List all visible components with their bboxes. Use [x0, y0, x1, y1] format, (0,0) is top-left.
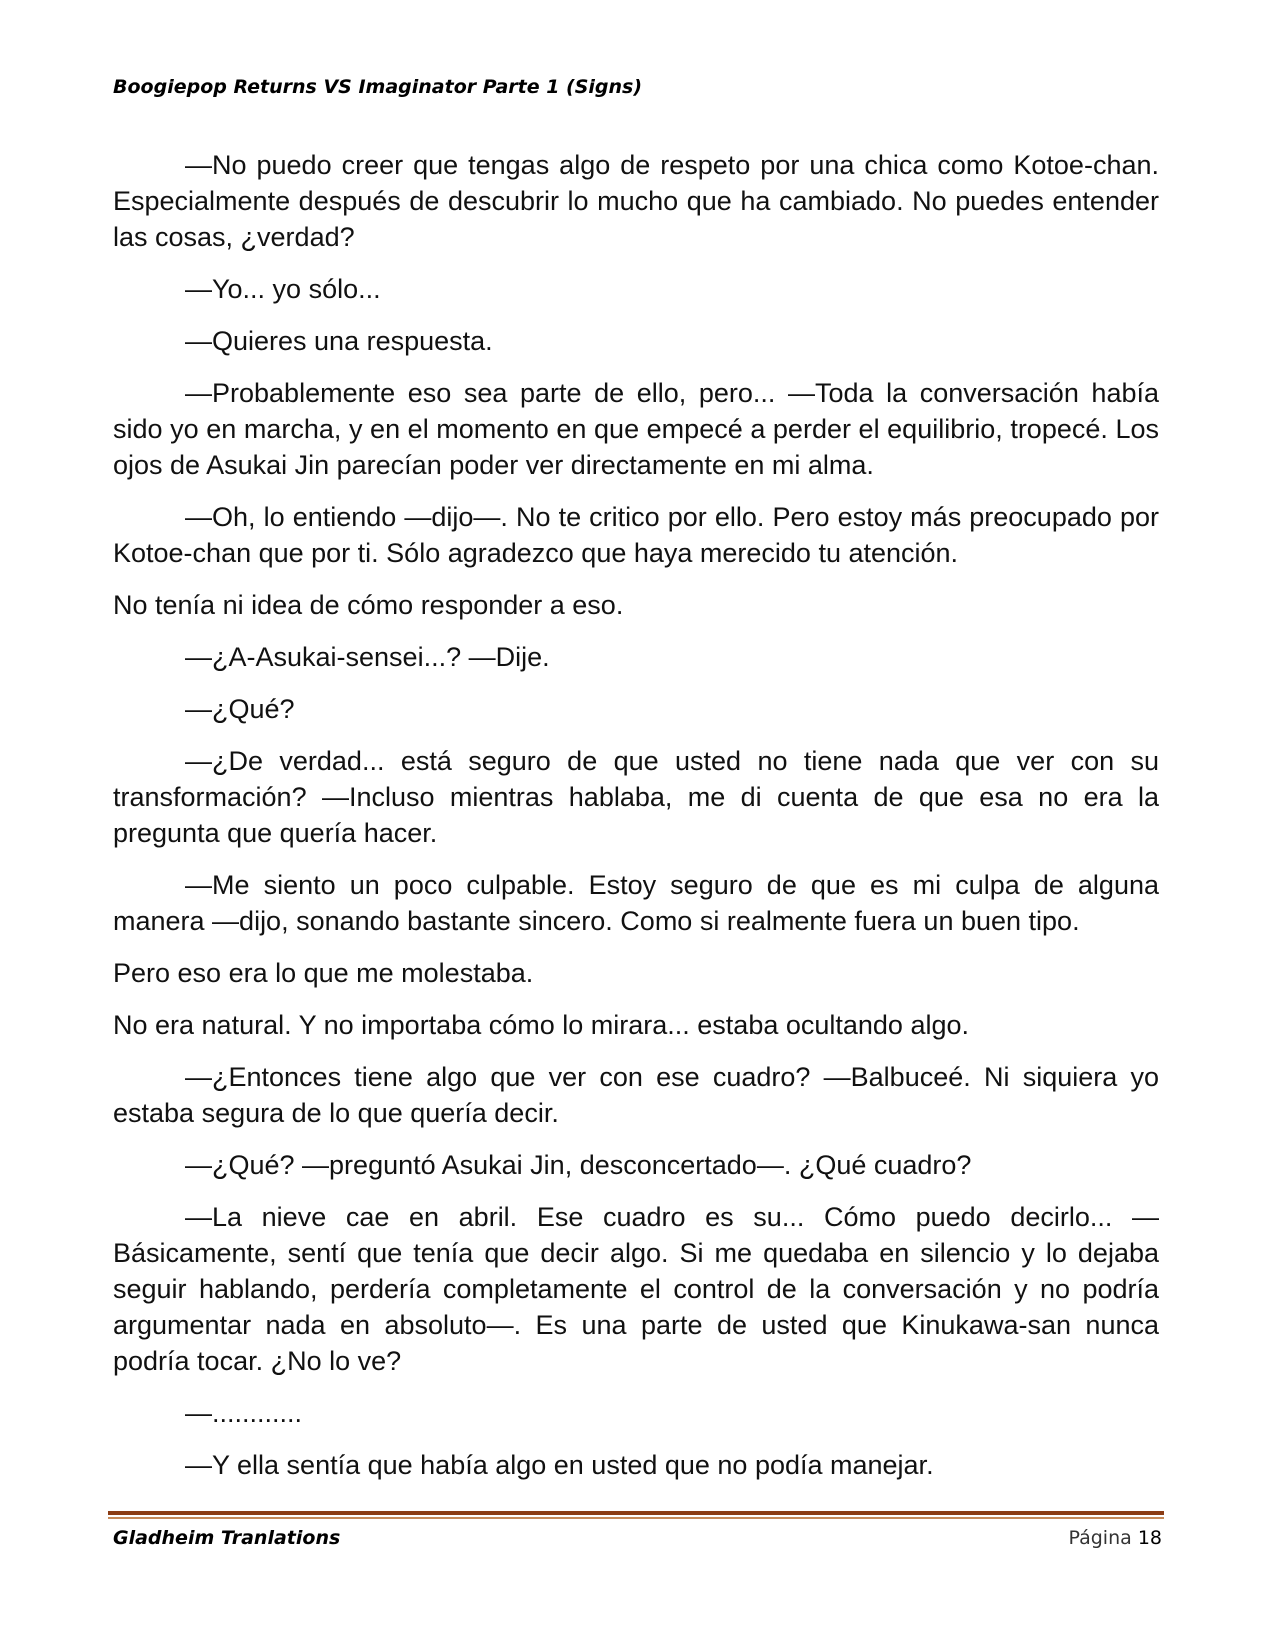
page-number — [1068, 1527, 1162, 1549]
paragraph: —Probablemente eso sea parte de ello, pero... —Toda la conversación había sido yo en marcha, y en el momento en que empecé a perder el equilibrio, tropecé. Los ojos de Asukai Jin parecían poder ver directamente en mi alma. — [113, 378, 1159, 480]
footer-credit: Gladheim Tranlations — [113, 1527, 341, 1549]
footer-divider — [108, 1511, 1164, 1515]
paragraph: —¿Qué? — [185, 694, 295, 724]
page-label: Página — [1068, 1527, 1132, 1549]
paragraph: —Me siento un poco culpable. Estoy seguro de que es mi culpa de alguna manera —dijo, sonando bastante sincero. Como si realmente fuera un buen tipo. — [113, 870, 1159, 936]
paragraph: —Y ella sentía que había algo en usted que no podía manejar. — [185, 1450, 934, 1480]
paragraph: —¿A-Asukai-sensei...? —Dije. — [185, 642, 550, 672]
paragraph: No era natural. Y no importaba cómo lo mirara... estaba ocultando algo. — [113, 1010, 969, 1040]
paragraph: —¿De verdad... está seguro de que usted no tiene nada que ver con su transformación? —Incluso mientras hablaba, me di cuenta de que esa no era la pregunta que quería hacer. — [113, 746, 1159, 848]
paragraph: —Quieres una respuesta. — [185, 326, 493, 356]
paragraph: —Oh, lo entiendo —dijo—. No te critico por ello. Pero estoy más preocupado por Kotoe-chan que por ti. Sólo agradezco que haya merecido tu atención. — [113, 502, 1159, 568]
paragraph: No tenía ni idea de cómo responder a eso. — [113, 590, 624, 620]
page-number-value: 18 — [1137, 1527, 1162, 1549]
paragraph: —No puedo creer que tengas algo de respeto por una chica como Kotoe-chan. Especialmente después de descubrir lo mucho que ha cambiado. No puedes entender las cosas, ¿verdad? — [113, 150, 1159, 252]
paragraph: —¿Entonces tiene algo que ver con ese cuadro? —Balbuceé. Ni siquiera yo estaba segura de lo que quería decir. — [113, 1062, 1159, 1128]
page-body — [113, 147, 1159, 1499]
running-header: Boogiepop Returns VS Imaginator Parte 1 (Signs) — [113, 76, 643, 98]
paragraph: —Yo... yo sólo... — [185, 274, 381, 304]
paragraph: Pero eso era lo que me molestaba. — [113, 958, 534, 988]
paragraph: —¿Qué? —preguntó Asukai Jin, desconcertado—. ¿Qué cuadro? — [185, 1150, 972, 1180]
paragraph: —La nieve cae en abril. Ese cuadro es su... Cómo puedo decirlo... —Básicamente, sentí que tenía que decir algo. Si me quedaba en silencio y lo dejaba seguir hablando, perdería completamente el control de la conversación y no podría argumentar nada en absoluto—. Es una parte de usted que Kinukawa-san nunca podría tocar. ¿No lo ve? — [113, 1202, 1159, 1376]
footer-divider-secondary — [108, 1517, 1164, 1519]
paragraph: —............ — [185, 1398, 303, 1428]
